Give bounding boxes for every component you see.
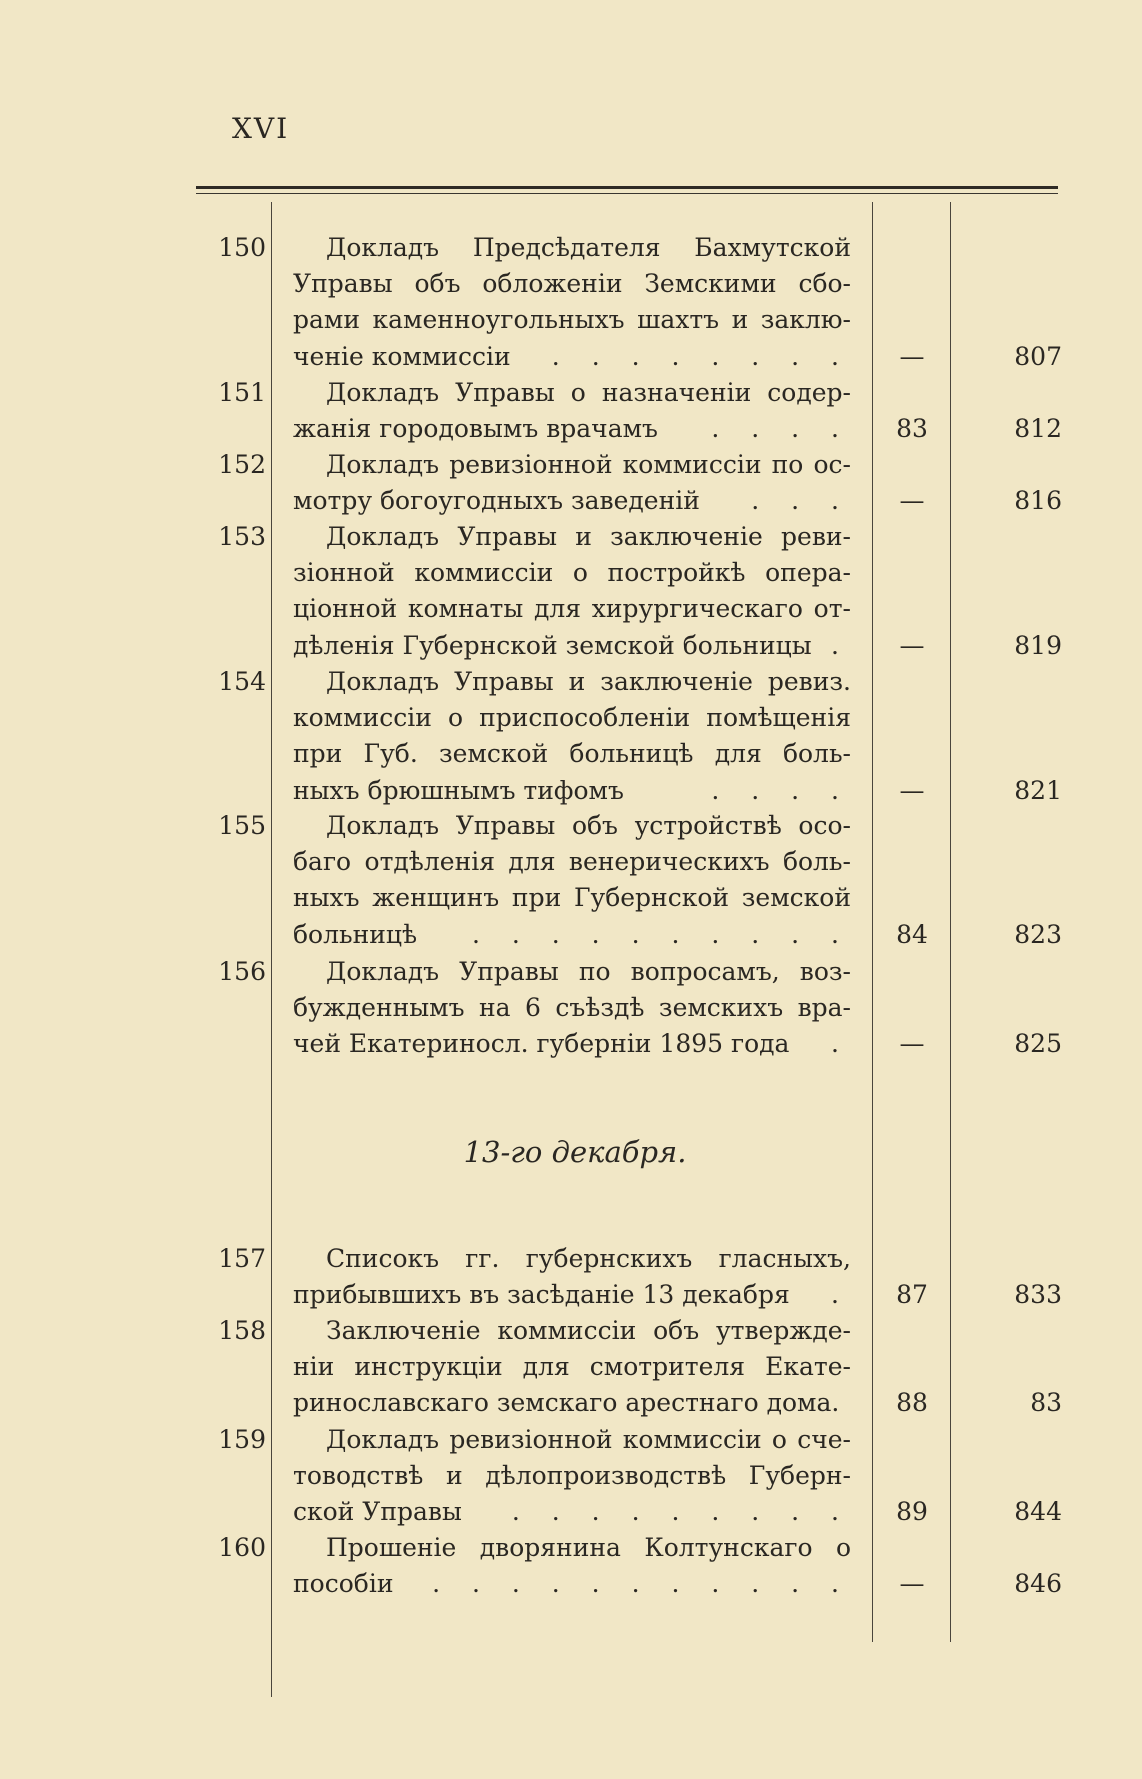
entry-text-line [293,628,851,664]
entry-number: 160 [218,1533,266,1562]
entry-number: 154 [218,667,266,696]
entry-number: 155 [218,811,266,840]
page-number: XVI [232,112,290,145]
page-reference: 825 [1014,1029,1062,1059]
protocol-page-number: — [899,1569,925,1599]
entry-text-line [326,954,851,990]
entry-text: ринославскаго земскаго арестнаго дома. [293,1388,840,1418]
column-divider-text [872,202,873,1642]
header-rule-thick [196,186,1058,189]
entry-text: Заключеніе коммиссіи объ утвержде- [326,1316,851,1345]
protocol-page-number: — [899,775,925,805]
leader-dots: . . . . . . . . [551,341,851,371]
leader-dots: . . . . . . . . . . [472,919,851,949]
entry-number: 158 [218,1316,266,1345]
entry-text: Докладъ Предсѣдателя Бахмутской [326,233,851,262]
protocol-page-number: — [899,486,925,516]
entry-text: ныхъ брюшнымъ тифомъ [293,775,624,805]
entry-text-line [293,1349,851,1385]
page-reference: 807 [1014,341,1062,371]
entry-text: ской Управы [293,1497,462,1527]
entry-text-line [293,1277,851,1313]
date-heading: 13-го декабря. [463,1135,687,1169]
protocol-page-number: 84 [896,919,928,949]
entry-text: Докладъ Управы и заключеніе реви- [326,522,851,551]
entry-text-line [326,375,851,411]
entry-text: Докладъ ревизіонной коммиссіи о сче- [326,1425,851,1454]
entry-text: больницѣ [293,919,418,949]
entry-text: Списокъ гг. губернскихъ гласныхъ, [326,1244,851,1273]
entry-text: Докладъ Управы объ устройствѣ осо- [326,811,851,840]
entry-text: прибывшихъ въ засѣданіе 13 декабря [293,1280,790,1310]
entry-text-line [293,339,851,375]
page-reference: 812 [1014,414,1062,444]
entry-text-line [293,990,851,1026]
entry-text: Докладъ Управы о назначеніи содер- [326,378,851,407]
entry-text-line [326,1241,851,1277]
entry-text: чей Екатериносл. губерніи 1895 года [293,1029,790,1059]
page-reference: 821 [1014,775,1062,805]
page-reference: 819 [1014,630,1062,660]
entry-number: 153 [218,522,266,551]
entry-number: 150 [218,233,266,262]
page-reference: 833 [1014,1280,1062,1310]
entry-text-line [293,483,851,519]
entry-number: 156 [218,957,266,986]
entry-text: пособіи [293,1569,394,1599]
entry-text-line [293,917,851,953]
entry-text-line [293,844,851,880]
entry-text: при Губ. земской больницѣ для боль- [293,739,851,769]
leader-dots: . [831,1029,851,1059]
entry-text-line [326,230,851,266]
entry-text-line [293,266,851,302]
entry-text-line [293,736,851,772]
entry-text: коммиссіи о приспособленіи помѣщенія [293,703,851,733]
leader-dots: . . . . [711,414,851,444]
page-reference: 846 [1014,1569,1062,1599]
entry-number: 152 [218,450,266,479]
entry-text-line [293,880,851,916]
entry-text-line [293,302,851,338]
entry-text-line [293,1385,851,1421]
entry-number: 159 [218,1425,266,1454]
entry-text-line [293,700,851,736]
entry-number: 151 [218,378,266,407]
entry-text: мотру богоугодныхъ заведеній [293,486,700,516]
entry-text: баго отдѣленія для венерическихъ боль- [293,847,851,877]
entry-text: ныхъ женщинъ при Губернской земской [293,883,851,913]
page-reference: 844 [1014,1497,1062,1527]
page-reference: 83 [1030,1388,1062,1418]
entry-text-line [326,447,851,483]
entry-text-line [326,1313,851,1349]
column-divider-reference [950,202,951,1642]
entry-text: бужденнымъ на 6 съѣздѣ земскихъ вра- [293,993,851,1023]
entry-text: ніи инструкціи для смотрителя Екате- [293,1352,851,1382]
header-rule-thin [196,193,1058,194]
entry-text-line [293,773,851,809]
page-reference: 816 [1014,486,1062,516]
leader-dots: . . . . . . . . . [511,1497,851,1527]
protocol-page-number: 83 [896,414,928,444]
entry-text-line [293,555,851,591]
entry-text: Докладъ ревизіонной коммиссіи по ос- [326,450,851,479]
entry-text-line [293,1566,851,1602]
entry-text: ченіе коммиссіи [293,341,511,371]
entry-text-line [293,1494,851,1530]
entry-text: Докладъ Управы и заключеніе ревиз. [326,667,851,696]
entry-text-line [293,1026,851,1062]
entry-text-line [293,1458,851,1494]
leader-dots: . . . [751,486,851,516]
leader-dots: . [831,630,851,660]
protocol-page-number: — [899,630,925,660]
entry-text: жанія городовымъ врачамъ [293,414,658,444]
entry-number: 157 [218,1244,266,1273]
column-divider-number [271,202,272,1697]
protocol-page-number: 88 [896,1388,928,1418]
entry-text-line [326,808,851,844]
entry-text: зіонной коммиссіи о постройкѣ опера- [293,558,851,588]
protocol-page-number: 89 [896,1497,928,1527]
entry-text: ціонной комнаты для хирургическаго от- [293,594,851,624]
entry-text: рами каменноугольныхъ шахтъ и заклю- [293,305,851,335]
entry-text-line [293,591,851,627]
entry-text-line [326,1530,851,1566]
entry-text: Прошеніе дворянина Колтунскаго о [326,1533,851,1562]
protocol-page-number: — [899,341,925,371]
entry-text: дѣленія Губернской земской больницы [293,630,812,660]
leader-dots: . . . . [711,775,851,805]
page-reference: 823 [1014,919,1062,949]
leader-dots: . . . . . . . . . . . [432,1569,851,1599]
entry-text: Управы объ обложеніи Земскими сбо- [293,269,851,299]
entry-text-line [293,411,851,447]
entry-text-line [326,519,851,555]
protocol-page-number: — [899,1029,925,1059]
entry-text: Докладъ Управы по вопросамъ, воз- [326,957,851,986]
entry-text-line [326,1422,851,1458]
entry-text-line [326,664,851,700]
protocol-page-number: 87 [896,1280,928,1310]
leader-dots: . [831,1280,851,1310]
entry-text: товодствѣ и дѣлопроизводствѣ Губерн- [293,1461,851,1491]
